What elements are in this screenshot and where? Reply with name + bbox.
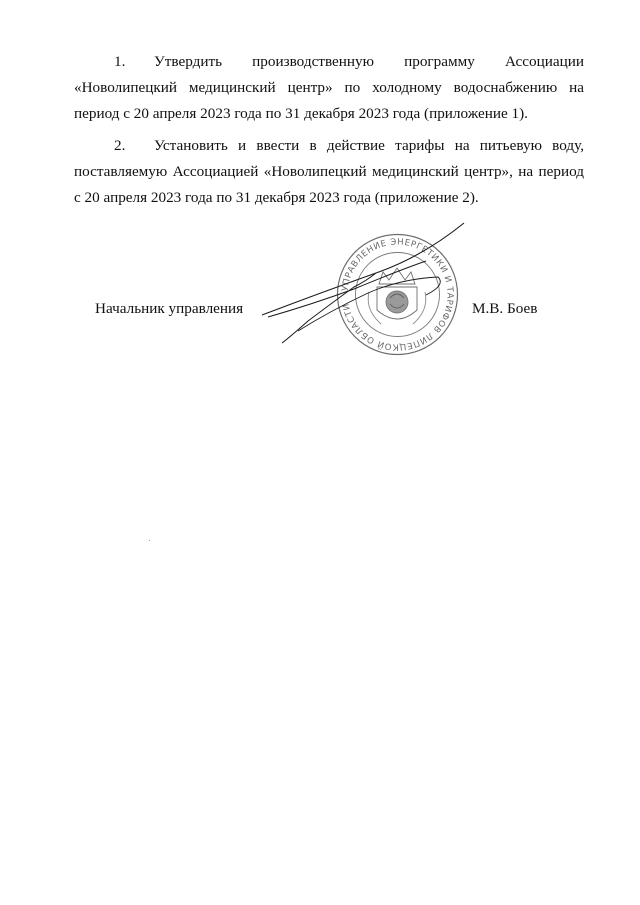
item-number-1: 1. [114, 53, 126, 70]
decision-item-2 [74, 133, 584, 211]
signatory-name: М.В. Боев [472, 300, 538, 317]
signatory-position: Начальник управления [95, 300, 244, 317]
decision-item-1 [74, 49, 584, 127]
scan-speck [149, 540, 150, 541]
seal-ring-text: УПРАВЛЕНИЕ ЭНЕРГЕТИКИ И ТАРИФОВ ЛИПЕЦКОЙ ОБЛАСТИ [340, 237, 455, 352]
handwritten-signature [250, 215, 480, 355]
item-text-2: Установить и ввести в действие тарифы на питьевую воду, поставляемую Ассоциацией «Новолипецкий медицинский центр», на период с 20 апреля 2023 года по 31 декабря 2023 года (приложение 2). [74, 137, 584, 206]
item-number-2: 2. [114, 137, 126, 154]
item-text-1: Утвердить производственную программу Ассоциации «Новолипецкий медицинский центр» по холодному водоснабжению на период с 20 апреля 2023 года по 31 декабря 2023 года (приложение 1). [74, 53, 584, 122]
